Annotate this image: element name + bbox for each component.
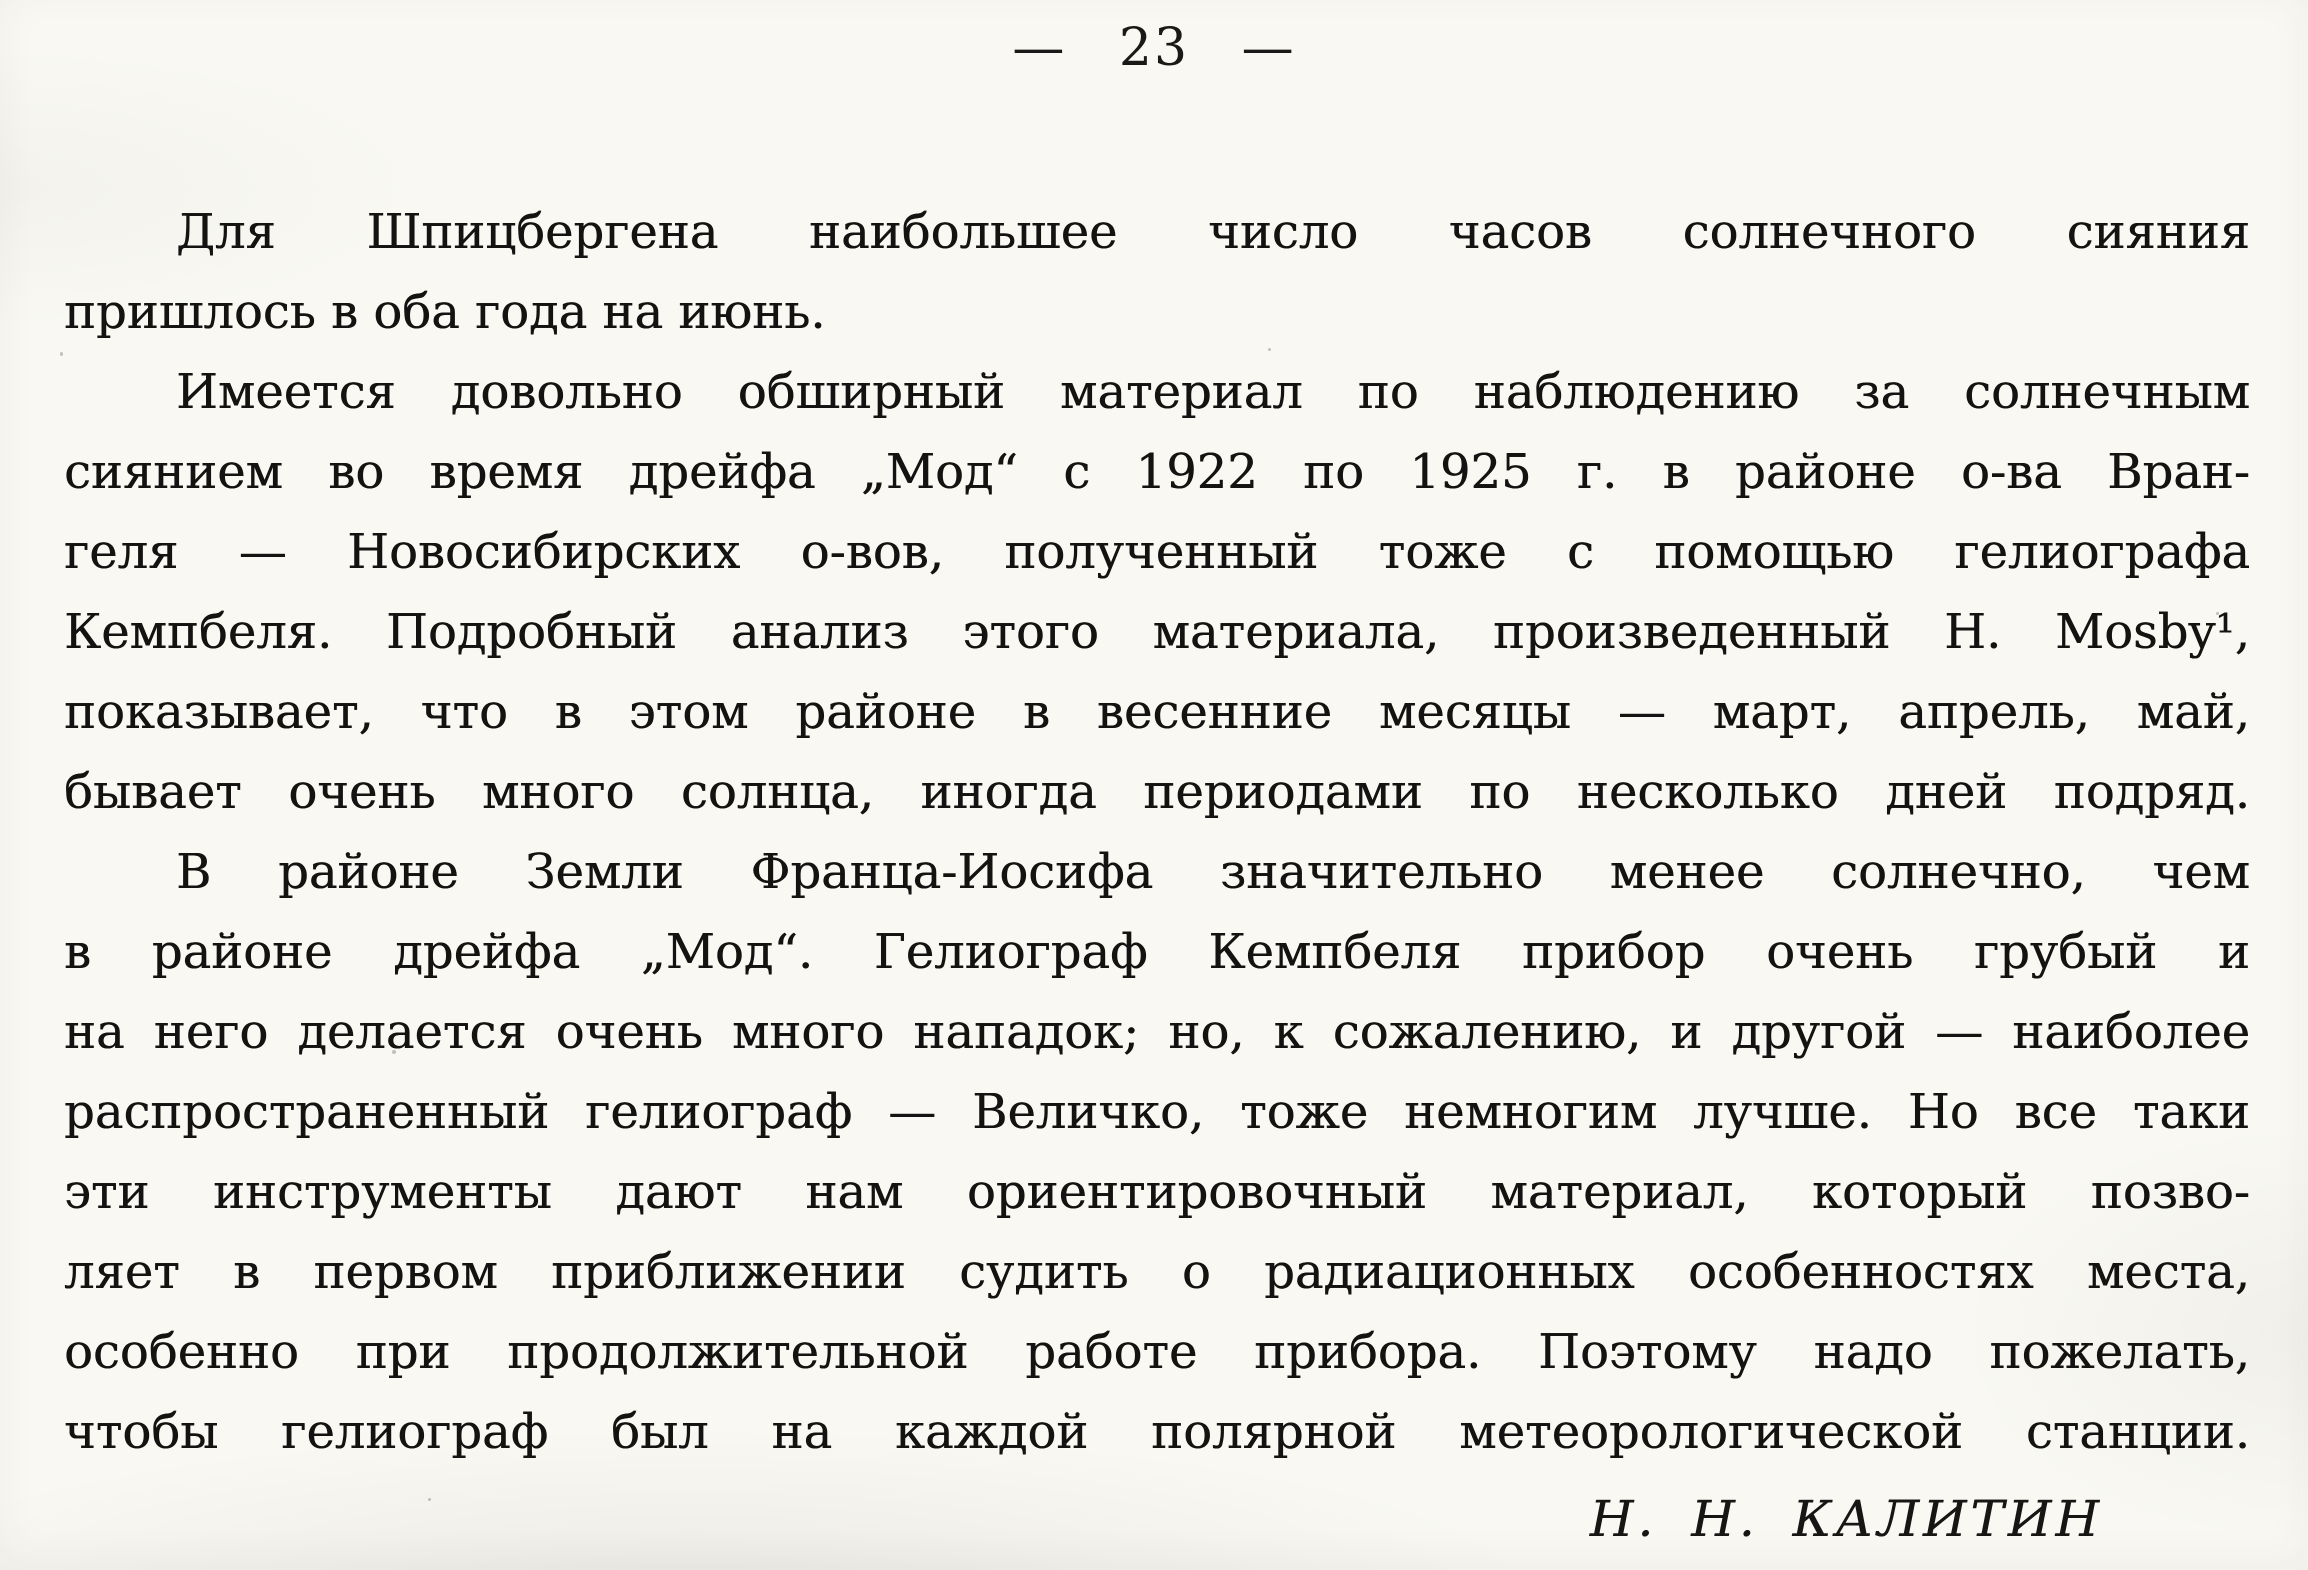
text-line: Для Шпицбергена наибольшее число часов солнечного сияния [176,204,2250,260]
scan-speck [60,352,63,356]
page-number: — 23 — [1012,18,1296,78]
text-line: на него делается очень много нападок; но, к сожалению, и другой — наиболее [64,1004,2250,1060]
text-line: эти инструменты дают нам ориентировочный материал, который позво- [64,1164,2250,1220]
scan-speck [2216,612,2219,615]
scan-speck [428,1498,431,1501]
text-line: геля — Новосибирских о-вов, полученный тоже с помощью гелиографа [64,524,2250,580]
body-text [0,192,2308,1472]
text-line: бывает очень много солнца, иногда периодами по несколько дней подряд. [64,764,2250,820]
text-line: Кемпбеля. Подробный анализ этого материала, произведенный H. Mosby¹, [64,604,2250,660]
scan-speck [392,1050,396,1054]
text-line: в районе дрейфа „Мод“. Гелиограф Кемпбеля прибор очень грубый и [64,924,2250,980]
text-line: В районе Земли Франца-Иосифа значительно менее солнечно, чем [176,844,2250,900]
text-line: распространенный гелиограф — Величко, тоже немногим лучше. Но все таки [64,1084,2250,1140]
text-line: ляет в первом приближении судить о радиационных особенностях места, [64,1244,2250,1300]
text-line: сиянием во время дрейфа „Мод“ с 1922 по 1925 г. в районе о-ва Вран- [64,444,2250,500]
author-signature: Н. Н. КАЛИТИН [1589,1490,2103,1548]
text-line: показывает, что в этом районе в весенние месяцы — март, апрель, май, [64,684,2250,740]
scan-speck [1268,348,1271,351]
text-line: чтобы гелиограф был на каждой полярной метеорологической станции. [64,1404,2250,1460]
text-line: пришлось в оба года на июнь. [64,284,826,340]
text-line: Имеется довольно обширный материал по наблюдению за солнечным [176,364,2250,420]
text-line: особенно при продолжительной работе прибора. Поэтому надо пожелать, [64,1324,2250,1380]
